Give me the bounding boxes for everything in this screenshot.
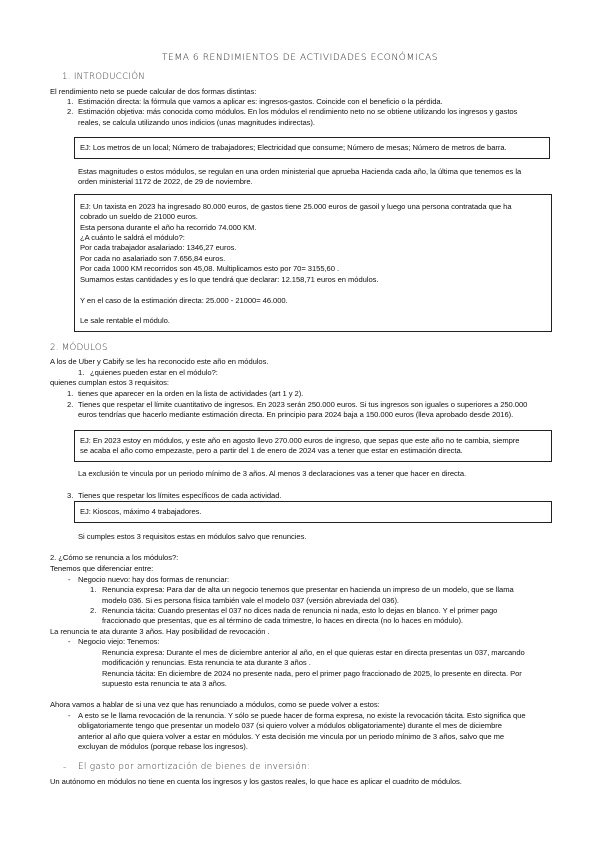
example-box-kioscos bbox=[74, 501, 552, 523]
bullet-dash: - bbox=[68, 637, 71, 646]
requirement: Tienes que respetar el límite cuantitativo de ingresos. En 2023 serán 250.000 euros. Si tus ingresos son iguales o superiores a 250.000 bbox=[78, 400, 528, 409]
example-line: Sumamos estas cantidades y es lo que tendrá que declarar: 12.158,71 euros en módulos. bbox=[80, 275, 379, 284]
question: ¿quienes pueden estar en el módulo?: bbox=[90, 368, 218, 377]
example-line: EJ: Un taxista en 2023 ha ingresado 80.000 euros, de gastos tiene 25.000 euros de gasoil y luego una persona contratada que ha bbox=[80, 202, 512, 211]
paragraph-line: Estas magnitudes o estos módulos, se regulan en una orden ministerial que aprueba Hacienda cada año, la última que tenemos es la bbox=[78, 167, 522, 176]
list-item: Estimación directa: la fórmula que vamos a aplicar es: ingresos-gastos. Coincide con el beneficio o la pérdida. bbox=[78, 97, 443, 106]
example-line: Por cada no asalariado son 7.656,84 euros. bbox=[80, 254, 226, 263]
text-line: Renuncia expresa: Durante el mes de diciembre anterior al año, en el que quieras estar en directa presentas un 037, marcando bbox=[102, 648, 525, 657]
list-item: Estimación objetiva: más conocida como módulos. En los módulos el rendimiento neto no se obtiene utilizando los ingresos y gastos bbox=[78, 107, 518, 116]
text-line: modificación y renuncias. Esta renuncia te ata durante 3 años . bbox=[102, 658, 311, 667]
question: 2. ¿Cómo se renuncia a los módulos?: bbox=[50, 553, 179, 562]
section-heading-modulos: 2. MÓDULOS bbox=[50, 343, 108, 353]
example-text: EJ: Kioscos, máximo 4 trabajadores. bbox=[80, 507, 202, 516]
intro-text: El rendimiento neto se puede calcular de dos formas distintas: bbox=[50, 87, 257, 96]
requirement: tienes que aparecer en la orden en la lista de actividades (art 1 y 2). bbox=[78, 389, 304, 398]
paragraph-line: orden ministerial 1172 de 2022, de 29 de noviembre. bbox=[78, 177, 253, 186]
example-line: se acaba el año como empezaste, pero a partir del 1 de enero de 2024 vas a tener que estar en estimación directa. bbox=[80, 446, 463, 455]
example-line: Le sale rentable el módulo. bbox=[80, 316, 170, 325]
example-box bbox=[74, 137, 550, 159]
text-line: Negocio viejo: Tenemos: bbox=[78, 637, 160, 646]
requirement: Tienes que respetar los límites específicos de cada actividad. bbox=[78, 491, 282, 500]
list-number: 1. bbox=[90, 585, 97, 594]
subheading-gasto: El gasto por amortización de bienes de inversión: bbox=[78, 762, 311, 772]
example-text: EJ: Los metros de un local; Número de trabajadores; Electricidad que consume; Número de mesas; Número de metros de barra. bbox=[80, 143, 507, 152]
text-line: Renuncia tácita: En diciembre de 2024 no presente nada, pero el primer pago fraccionado de 2025, lo presente en directa. Por bbox=[102, 669, 522, 678]
text-line: A los de Uber y Cabify se les ha reconocido este año en módulos. bbox=[50, 357, 269, 366]
list-number: 2. bbox=[67, 107, 74, 116]
list-number: 1. bbox=[67, 389, 74, 398]
text-line: obligatoriamente tengo que presentar un modelo 037 (si quiero volver a módulos obligatoriamente) durante el mes de diciembre bbox=[78, 721, 502, 730]
list-item: Renuncia tácita: Cuando presentas el 037 no dices nada de renuncia ni nada, esto lo dejas en blanco. Y el primer pago bbox=[102, 606, 498, 615]
example-line: Y en el caso de la estimación directa: 25.000 - 21000= 46.000. bbox=[80, 296, 288, 305]
section-heading-introduccion: 1. INTRODUCCIÓN bbox=[62, 72, 146, 82]
example-line: Por cada trabajador asalariado: 1346,27 euros. bbox=[80, 243, 237, 252]
list-number: 2. bbox=[67, 400, 74, 409]
text-line: Si cumples estos 3 requisitos estas en módulos salvo que renuncies. bbox=[78, 532, 307, 541]
text-line: Negocio nuevo: hay dos formas de renunciar: bbox=[78, 575, 230, 584]
list-item-continued: fraccionado que presentas, que es al término de cada trimestre, lo haces en directa (no lo haces en módulo). bbox=[102, 616, 463, 625]
list-item-continued: modelo 036. Si es persona física también vale el modelo 037 (versión abreviada del 036). bbox=[102, 596, 399, 605]
example-box-modulos bbox=[74, 430, 552, 462]
text-line: La renuncia te ata durante 3 años. Hay posibilidad de revocación . bbox=[50, 627, 270, 636]
bullet-dash: - bbox=[63, 763, 67, 773]
example-line: EJ: En 2023 estoy en módulos, y este año en agosto llevo 270.000 euros de ingreso, que sepas que este año no te cambia, siempre bbox=[80, 436, 520, 445]
text-line: quienes cumplan estos 3 requisitos: bbox=[50, 378, 169, 387]
list-item-continued: reales, se calcula utilizando unos indicios (unas magnitudes indirectas). bbox=[78, 118, 315, 127]
exclusion-text: La exclusión te vincula por un periodo mínimo de 3 años. Al menos 3 declaraciones vas a tener que hacer en directa. bbox=[78, 469, 467, 478]
text-line: Ahora vamos a hablar de si una vez que has renunciado a módulos, como se puede volver a estos: bbox=[50, 700, 380, 709]
list-item: Renuncia expresa: Para dar de alta un negocio tenemos que presentar en hacienda un impreso de un modelo, que se llama bbox=[102, 585, 514, 594]
text-line: excluyan de módulos (porque rebase los ingresos). bbox=[78, 742, 248, 751]
bullet-dash: - bbox=[68, 575, 71, 584]
text-line: supuesto esta renuncia te ata 3 años. bbox=[102, 679, 227, 688]
list-number: 1. bbox=[67, 97, 74, 106]
text-line: Tenemos que diferenciar entre: bbox=[50, 564, 154, 573]
example-line: Por cada 1000 KM recorridos son 45,08. Multiplicamos esto por 70= 3155,60 . bbox=[80, 264, 340, 273]
example-line: ¿A cuánto le saldrá el módulo?: bbox=[80, 233, 185, 242]
list-number: 2. bbox=[90, 606, 97, 615]
example-line: Esta persona durante el año ha recorrido 74.000 KM. bbox=[80, 223, 257, 232]
bullet-dash: - bbox=[68, 711, 71, 720]
requirement-continued: euros tendrías que hacerlo mediante estimación directa. En principio para 2024 baja a 150.000 euros (lleva aprobado desde 2016). bbox=[78, 410, 514, 419]
text-line: Un autónomo en módulos no tiene en cuenta los ingresos y los gastos reales, lo que hace es aplicar el cuadrito de módulos. bbox=[50, 777, 462, 786]
list-number: 3. bbox=[67, 491, 74, 500]
example-box-taxista bbox=[74, 194, 552, 332]
list-number: 1. bbox=[78, 368, 85, 377]
page-title: TEMA 6 RENDIMIENTOS DE ACTIVIDADES ECONÓMICAS bbox=[161, 53, 439, 63]
text-line: A esto se le llama revocación de la renuncia. Y sólo se puede hacer de forma expresa, no existe la revocación tácita. Esto significa que bbox=[78, 711, 526, 720]
example-line: cobrado un sueldo de 21000 euros. bbox=[80, 212, 198, 221]
text-line: anterior al año que quiera volver a estar en módulos. Y esta decisión me vincula por un periodo mínimo de 3 años, salvo que me bbox=[78, 732, 505, 741]
